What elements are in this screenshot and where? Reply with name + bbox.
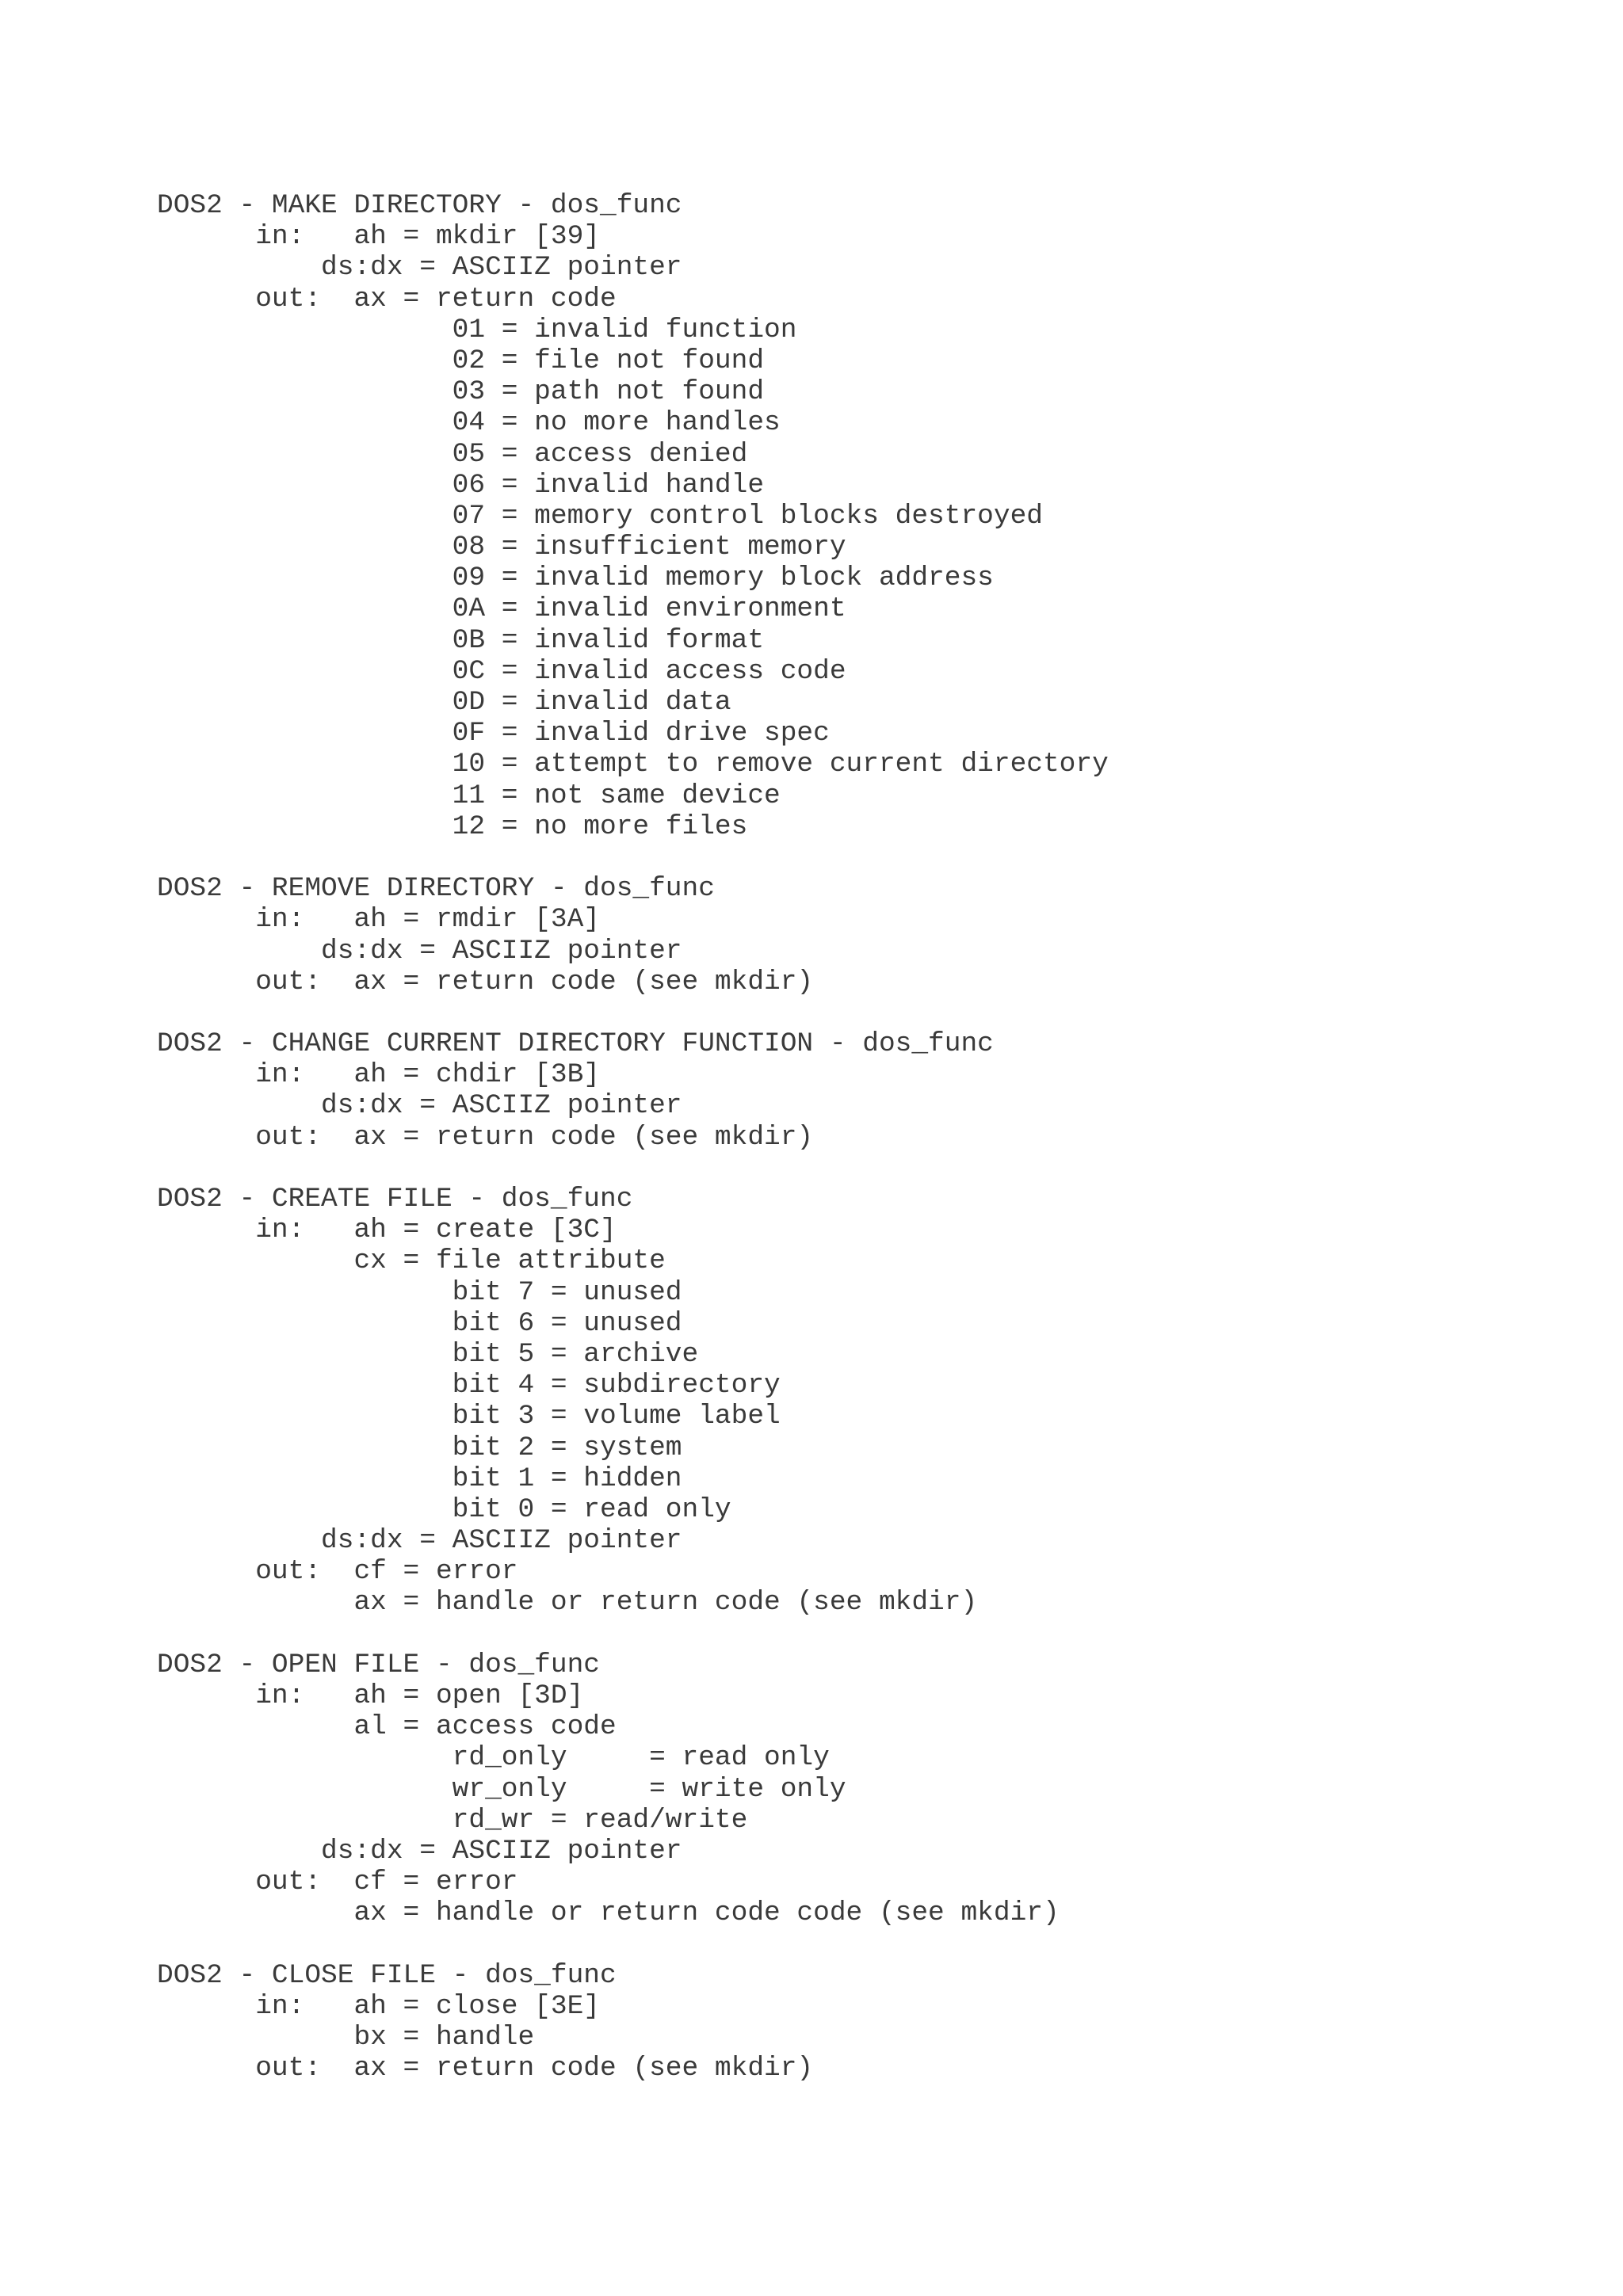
listing-line: ds:dx = ASCIIZ pointer (157, 1835, 682, 1867)
function-heading: DOS2 - REMOVE DIRECTORY - dos_func (157, 873, 715, 905)
listing-line: 12 = no more files (157, 810, 748, 842)
listing-line: bit 0 = read only (157, 1493, 731, 1525)
listing-line: ax = handle or return code (see mkdir) (157, 1587, 978, 1619)
listing-line: 05 = access denied (157, 438, 748, 470)
function-heading: DOS2 - CHANGE CURRENT DIRECTORY FUNCTION - dos_func (157, 1028, 994, 1060)
listing-line: 07 = memory control blocks destroyed (157, 500, 1043, 532)
listing-line: 0C = invalid access code (157, 655, 846, 687)
listing-line: in: ah = rmdir [3A] (157, 904, 600, 936)
listing-line: ax = handle or return code code (see mkdir) (157, 1897, 1060, 1929)
listing-line: in: ah = mkdir [39] (157, 221, 600, 253)
listing-line: 02 = file not found (157, 345, 765, 376)
blank-line (157, 1929, 1109, 1960)
listing-line: 11 = not same device (157, 780, 781, 811)
listing-line: 10 = attempt to remove current directory (157, 749, 1109, 780)
listing-line: 0D = invalid data (157, 687, 731, 718)
listing-line: 0F = invalid drive spec (157, 718, 830, 749)
listing-line: rd_wr = read/write (157, 1804, 748, 1836)
listing-line: ds:dx = ASCIIZ pointer (157, 252, 682, 284)
listing-line: rd_only = read only (157, 1742, 830, 1774)
listing-line: cx = file attribute (157, 1245, 666, 1277)
listing-line: 08 = insufficient memory (157, 532, 846, 563)
blank-line (157, 1153, 1109, 1184)
listing-line: 09 = invalid memory block address (157, 563, 994, 594)
listing-line: bit 6 = unused (157, 1307, 682, 1339)
listing-line: in: ah = open [3D] (157, 1680, 584, 1711)
listing-line: ds:dx = ASCIIZ pointer (157, 1525, 682, 1557)
listing-line: in: ah = chdir [3B] (157, 1059, 600, 1091)
listing-line: 01 = invalid function (157, 314, 797, 345)
function-heading: DOS2 - CLOSE FILE - dos_func (157, 1959, 617, 1991)
listing-line: bit 2 = system (157, 1432, 682, 1463)
listing-line: bit 3 = volume label (157, 1401, 781, 1432)
blank-line (157, 842, 1109, 873)
blank-line (157, 1619, 1109, 1650)
function-heading: DOS2 - CREATE FILE - dos_func (157, 1184, 633, 1215)
listing-line: 03 = path not found (157, 376, 765, 408)
listing-line: ds:dx = ASCIIZ pointer (157, 935, 682, 967)
listing-line: 0B = invalid format (157, 624, 765, 656)
dos-function-listing (157, 190, 1109, 2084)
listing-line: out: ax = return code (see mkdir) (157, 966, 814, 997)
listing-line: out: ax = return code (see mkdir) (157, 2053, 814, 2084)
listing-line: bit 1 = hidden (157, 1463, 682, 1494)
listing-line: out: ax = return code (see mkdir) (157, 1121, 814, 1153)
listing-line: 04 = no more handles (157, 407, 781, 439)
function-heading: DOS2 - MAKE DIRECTORY - dos_func (157, 190, 682, 221)
listing-line: wr_only = write only (157, 1773, 846, 1805)
listing-line: 06 = invalid handle (157, 469, 765, 501)
listing-line: ds:dx = ASCIIZ pointer (157, 1090, 682, 1122)
listing-line: bit 7 = unused (157, 1276, 682, 1308)
listing-line: bit 4 = subdirectory (157, 1370, 781, 1402)
listing-line: out: cf = error (157, 1556, 518, 1588)
listing-line: 0A = invalid environment (157, 593, 846, 625)
blank-line (157, 997, 1109, 1028)
listing-line: al = access code (157, 1711, 617, 1743)
function-heading: DOS2 - OPEN FILE - dos_func (157, 1649, 600, 1680)
listing-line: out: ax = return code (157, 283, 617, 315)
listing-line: bit 5 = archive (157, 1338, 699, 1370)
listing-line: out: cf = error (157, 1867, 518, 1898)
listing-line: in: ah = close [3E] (157, 1990, 600, 2022)
listing-line: in: ah = create [3C] (157, 1215, 617, 1246)
listing-line: bx = handle (157, 2022, 535, 2054)
